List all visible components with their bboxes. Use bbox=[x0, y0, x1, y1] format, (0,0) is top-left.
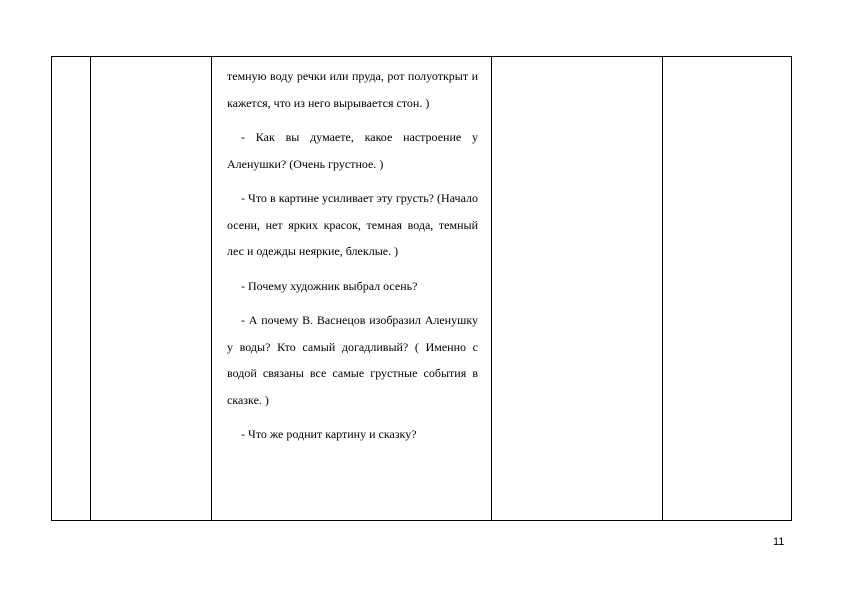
lesson-question: - Как вы думаете, какое настроение у Аленушки? (Очень грустное. ) bbox=[227, 130, 478, 171]
table-column-4 bbox=[492, 57, 663, 520]
lesson-question: - А почему В. Васнецов изобразил Аленушку у воды? Кто самый догадливый? ( Именно с водой связаны все самые грустные события в сказке. ) bbox=[227, 313, 478, 407]
lesson-question: - Почему художник выбрал осень? bbox=[241, 278, 418, 293]
page-number: 11 bbox=[773, 536, 785, 548]
lesson-question: - Что в картине усиливает эту грусть? (Начало осени, нет ярких красок, темная вода, темный лес и одежды неяркие, блеклые. ) bbox=[227, 191, 478, 258]
table-column-2 bbox=[91, 57, 212, 520]
table-column-3 bbox=[212, 57, 492, 520]
lesson-table bbox=[51, 56, 792, 521]
lesson-paragraph: темную воду речки или пруда, рот полуоткрыт и кажется, что из него вырывается стон. ) bbox=[227, 69, 478, 110]
table-column-1 bbox=[52, 57, 91, 520]
lesson-question: - Что же роднит картину и сказку? bbox=[241, 427, 417, 441]
table-column-5 bbox=[663, 57, 791, 520]
